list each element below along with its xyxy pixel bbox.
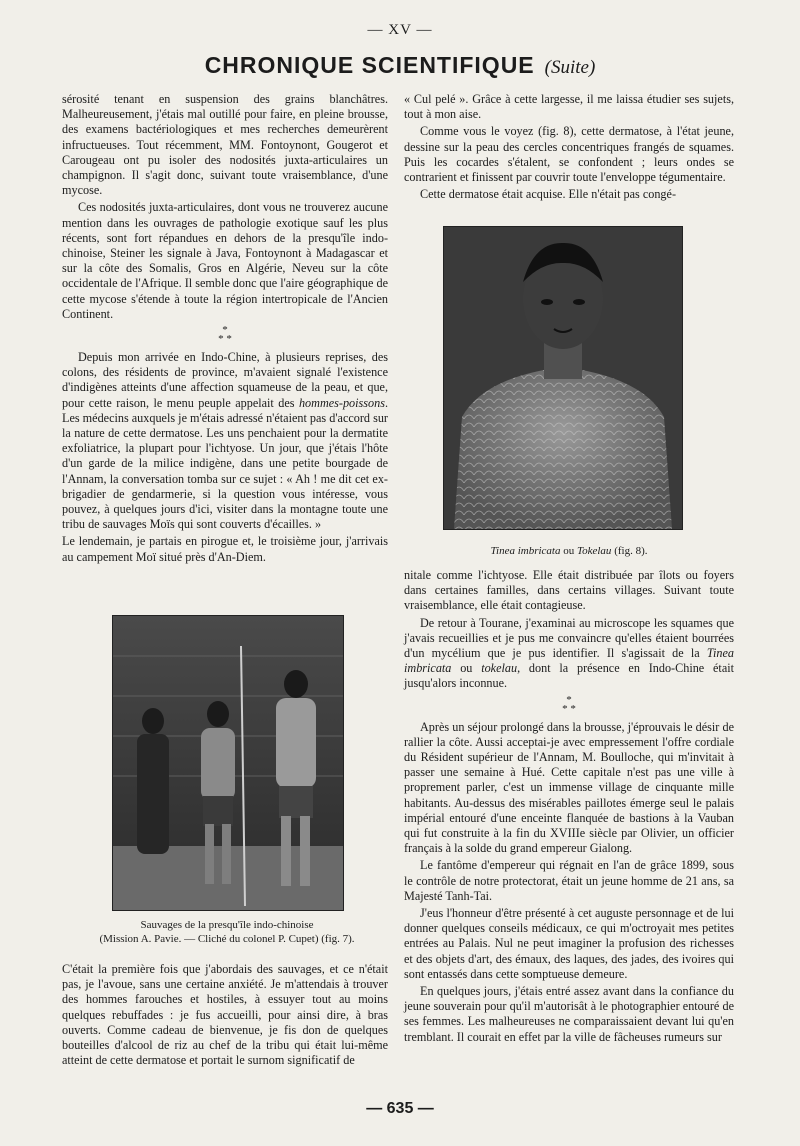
right-paragraph-4: nitale comme l'ichtyose. Elle était distribuée par îlots ou foyers dans certaines familles, dans certains villages. Suivant toute vraisemblance, elle était contagieuse. — [404, 568, 734, 613]
left-paragraph-5: C'était la première fois que j'abordais des sauvages, et ce n'était pas, je l'avoue, sans une certaine anxiété. Je m'attendais à trouver des hommes farouches et hostiles, à essuyer tout au moins quelques rebuffades : je fus accueilli, pour ainsi dire, à bras ouverts. Comme cadeau de bienvenue, je fis don de quelques bouteilles d'alcool de riz au chef de la tribu qui était lui-même atteint de cette dermatose et portait le surnom significatif de — [62, 962, 388, 1068]
savages-photo-illustration — [113, 616, 343, 910]
left-column-top — [62, 92, 388, 567]
right-paragraph-8: J'eus l'honneur d'être présenté à cet auguste personnage et de lui donner quelques conseils médicaux, ce qui m'octroyait mes petites entrées au Palais. Nul ne peut imaginer la profusion des richesses et des objets d'art, des émaux, des laques, des jades, des ivoires qui sont entassés dans cette somptueuse demeure. — [404, 906, 734, 981]
page-title — [0, 52, 800, 79]
figure-7-caption-line-1: Sauvages de la presqu'île indo-chinoise — [140, 919, 314, 931]
right-paragraph-1: « Cul pelé ». Grâce à cette largesse, il me laissa étudier ses sujets, tout à mon aise. — [404, 92, 734, 122]
roman-page-number: — XV — — [367, 22, 433, 38]
right-paragraph-6: Après un séjour prolongé dans la brousse, j'éprouvais le désir de rallier la côte. Aussi acceptai-je avec empressement l'offre cordiale du Résident supérieur de l'Annam, M. Boulloche, qui m'invitait à passer une semaine à Hué. Cette capitale n'est pas une ville à proprement parler, c'est un immense village de cinquante mille habitants. Au-dessus des misérables paillotes émerge seul le palais impérial entouré d'une enceinte flanquée de bastions à la Vauban qui fut construite à la fin du XVIIIe siècle par Olivier, un officier français à la solde du grand empereur Gialong. — [404, 719, 734, 856]
page-number: — 635 — — [366, 1100, 434, 1117]
right-paragraph-7: Le fantôme d'empereur qui régnait en l'an de grâce 1899, sous le contrôle de notre protectorat, était un jeune homme de 21 ans, sa Majesté Tanh-Tai. — [404, 858, 734, 903]
right-paragraph-9: En quelques jours, j'étais entré assez avant dans la confiance du jeune souverain pour qu'il m'autorisât à le photographier entouré de ses femmes. Les malheureuses ne comparaissaient devant lui qu'en tremblant. Il courait en effet par la ville de fâcheuses rumeurs sur — [404, 984, 734, 1044]
section-separator: * * * — [218, 324, 232, 346]
left-paragraph-3: Depuis mon arrivée en Indo-Chine, à plusieurs reprises, des colons, des résidents de province, m'avaient signalé l'existence d'indigènes atteints d'une affection squameuse de la peau, et que, pour cette raison, le menu peuple appelait des hommes-poissons. Les médecins auxquels je m'étais adressé n'étaient pas d'accord sur la nature de cette dermatose. Les uns penchaient pour la dermatite exfoliatrice, la plupart pour l'ichtyose. Un jour, que j'étais l'hôte d'un garde de la milice indigène, dans une petite bourgade de l'Annam, la conversation tomba sur ce sujet : « Ah ! me dit cet ex-brigadier de gendarmerie, si la question vous intéresse, vous pouvez, à quelques jours d'ici, visiter dans la montagne toute une tribu de sauvages Moïs qui sont couverts d'écailles. » — [62, 350, 388, 532]
figure-7-photo — [112, 615, 344, 911]
tinea-portrait-illustration — [444, 227, 682, 529]
title-suffix: (Suite) — [544, 57, 596, 78]
right-column-bottom — [404, 568, 734, 1047]
figure-7-caption — [62, 918, 392, 946]
left-column-bottom — [62, 962, 388, 1070]
section-separator-2: * * * — [562, 693, 576, 715]
figure-7-caption-line-2: (Mission A. Pavie. — Cliché du colonel P. Cupet) (fig. 7). — [99, 933, 355, 945]
figure-8-caption: Tinea imbricata ou Tokelau (fig. 8). — [490, 545, 648, 557]
figure-8-photo — [443, 226, 683, 530]
right-paragraph-5: De retour à Tourane, j'examinai au microscope les squames que j'avais recueillies et je pus me convaincre qu'elles étaient bourrées d'un mycélium que je pus identifier. Il s'agissait de la Tinea imbricata ou tokelau, dont la présence en Indo-Chine était jusqu'alors inconnue. — [404, 615, 734, 691]
left-paragraph-4: Le lendemain, je partais en pirogue et, le troisième jour, j'arrivais au campement Moï situé près d'An-Diem. — [62, 534, 388, 564]
right-paragraph-2: Comme vous le voyez (fig. 8), cette dermatose, à l'état jeune, dessine sur la peau des cercles concentriques frangés de squames. Puis les cocardes s'étalent, se confondent ; leurs ondes se contrarient et finissent par couvrir toute l'enveloppe tégumentaire. — [404, 124, 734, 185]
right-paragraph-3: Cette dermatose était acquise. Elle n'était pas congé- — [420, 187, 676, 202]
chronicle-title: CHRONIQUE SCIENTIFIQUE — [204, 52, 535, 78]
hommes-poissons-term: hommes-poissons — [298, 395, 385, 410]
left-paragraph-1: sérosité tenant en suspension des grains blanchâtres. Malheureusement, j'étais mal outillé pour faire, en pleine brousse, des examens bactériologiques et mes recherches demeurèrent infructueuses. Tout récemment, MM. Fontoynont, Gougerot et Carougeau ont pu isoler des nodosités juxta-articulaires un champignon. Il s'agit donc, suivant toute vraisemblance, d'une mycose. — [62, 92, 388, 198]
left-paragraph-2: Ces nodosités juxta-articulaires, dont vous ne trouverez aucune mention dans les ouvrages de pathologie exotique sauf les plus récents, sont fort répandues en dehors de la presqu'île indo-chinoise, Steiner les signale à Java, Fontoynont à Madagascar et sur la côte des Somalis, Gros en Algérie, Neveu sur la côte occidentale de l'Afrique. Il semble donc que l'aire géographique de cette mycose s'étende à toute la région intertropicale de l'Ancien Continent. — [62, 200, 388, 321]
right-column-top — [404, 92, 734, 204]
